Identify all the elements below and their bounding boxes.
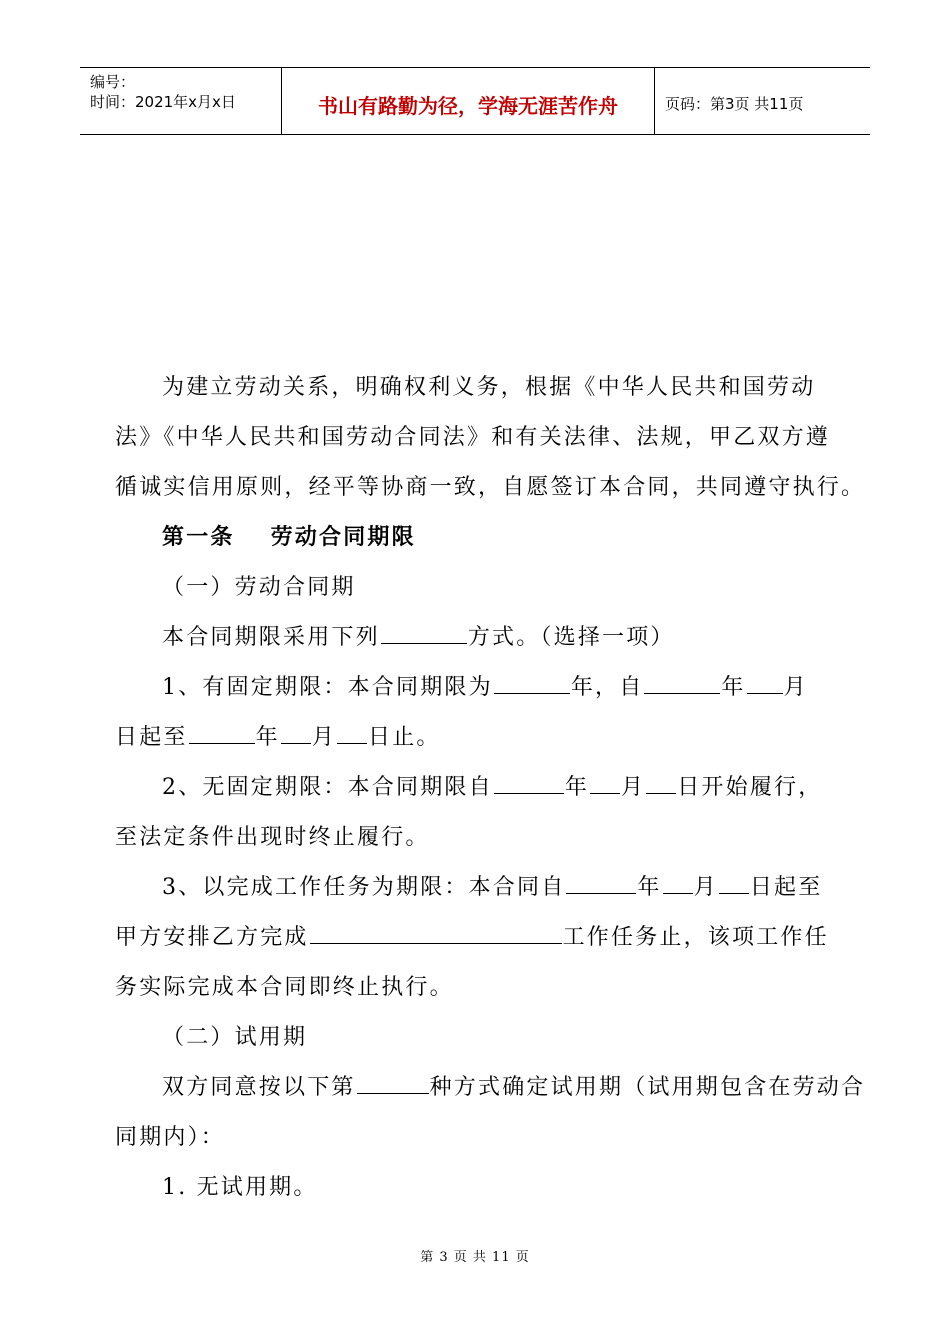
section-2-line-1: 双方同意按以下第 种方式确定试用期（试用期包含在劳动合 [162,1070,865,1101]
blank-open-start-year[interactable] [494,771,564,794]
item-1-line-2: 日起至 年 月 日止。 [115,720,441,751]
item-3-line-1: 3、以完成工作任务为期限：本合同自 年 月 日起至 [162,870,822,901]
blank-term-years[interactable] [494,671,570,694]
blank-probation-option[interactable] [357,1071,429,1094]
article-1-heading [162,520,416,551]
paragraph-intro-line-1: 为建立劳动关系，明确权利义务，根据《中华人民共和国劳动 [162,375,816,400]
item-3-line-2: 甲方安排乙方完成 工作任务止，该项工作任 [115,920,829,951]
blank-start-month[interactable] [747,671,783,694]
header-motto: 书山有路勤为径，学海无涯苦作舟 [318,94,618,118]
blank-end-year[interactable] [189,721,255,744]
blank-task-start-day[interactable] [719,871,749,894]
paragraph-intro-line-2: 法》《中华人民共和国劳动合同法》和有关法律、法规，甲乙双方遵 [115,425,831,450]
item-3-line-3: 务实际完成本合同即终止执行。 [115,975,454,1000]
header-page-cell [655,68,870,134]
item-2-line-1: 2、无固定期限：本合同期限自 年 月 日开始履行， [162,770,822,801]
blank-end-month[interactable] [281,721,311,744]
blank-term-type[interactable] [381,621,467,644]
item-2-line-2: 至法定条件出现时终止履行。 [115,825,430,850]
blank-task-start-month[interactable] [663,871,693,894]
section-2-title: （二）试用期 [162,1025,308,1050]
document-time-label: 时间：2021年x月x日 [90,93,236,111]
blank-task-start-year[interactable] [566,871,636,894]
header-motto-cell [282,68,655,134]
blank-end-day[interactable] [337,721,367,744]
blank-open-start-month[interactable] [590,771,620,794]
section-2-line-2: 同期内）： [115,1125,226,1150]
blank-start-year[interactable] [644,671,720,694]
document-header [80,67,870,135]
paragraph-intro-line-3: 循诚实信用原则，经平等协商一致，自愿签订本合同，共同遵守执行。 [115,475,866,500]
blank-task-name[interactable] [310,921,562,944]
document-number-label: 编号： [90,73,136,91]
item-1-line-1: 1、有固定期限：本合同期限为 年，自 年 月 [162,670,808,701]
article-1-number: 第一条 [162,525,235,550]
article-1-title: 劳动合同期限 [270,525,416,550]
header-meta-cell [80,68,282,134]
section-1-line: 本合同期限采用下列 方式。（选择一项） [162,620,675,651]
section-1-title: （一）劳动合同期 [162,575,356,600]
section-2-item-1: 1. 无试用期。 [162,1175,318,1200]
header-page-code: 页码：第3页 共11页 [665,95,804,113]
blank-open-start-day[interactable] [646,771,676,794]
page-footer: 第 3 页 共 11 页 [420,1250,530,1265]
